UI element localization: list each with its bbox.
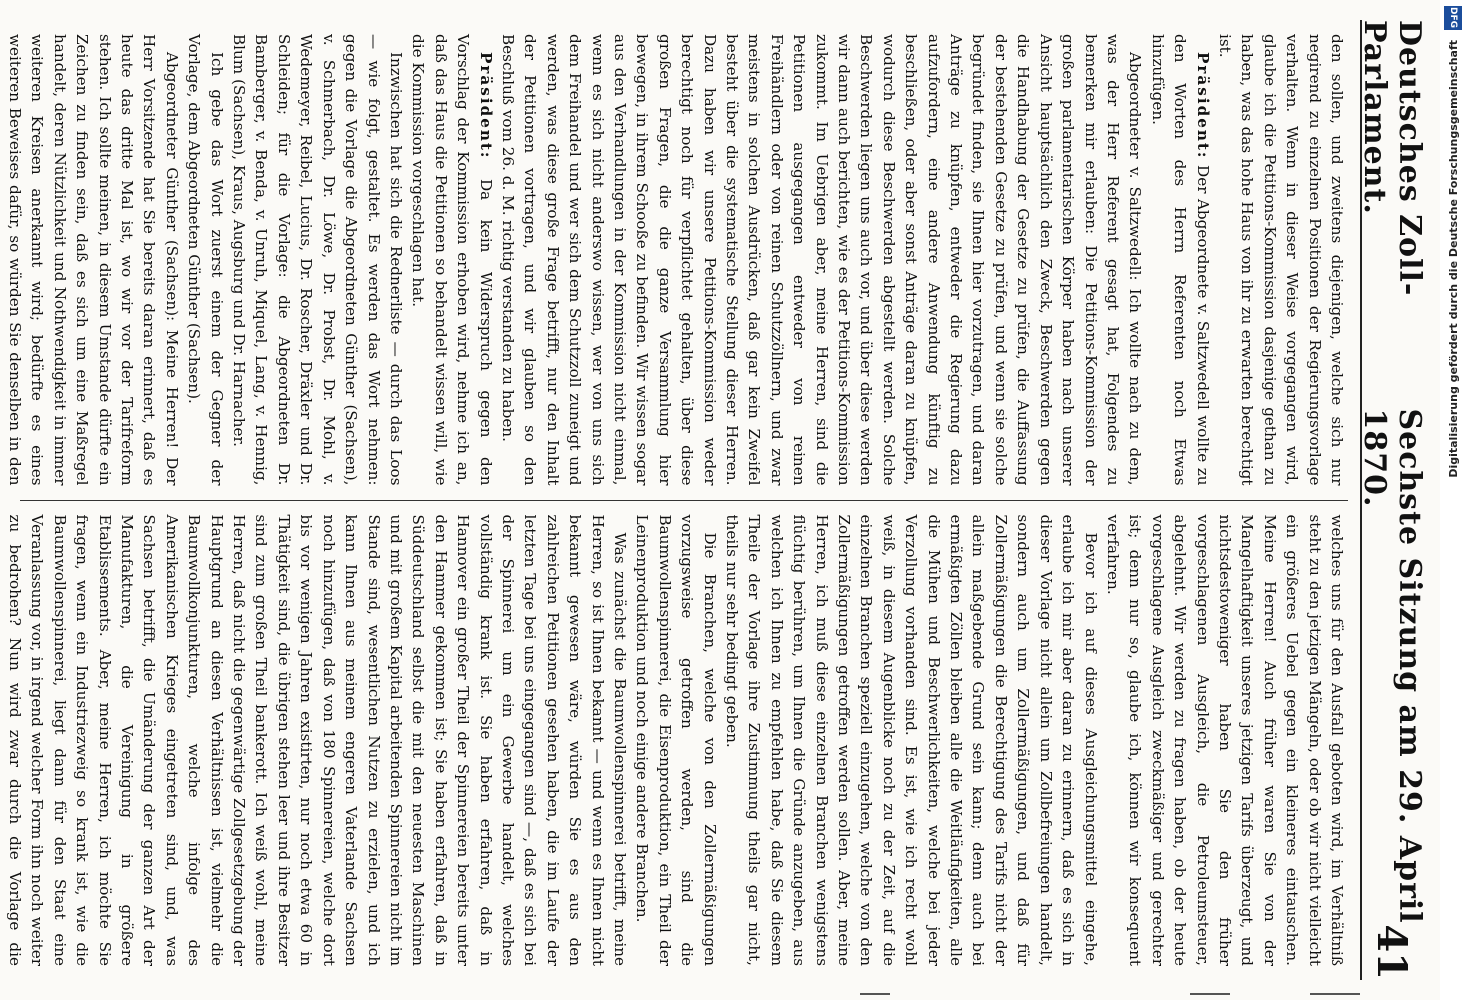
paragraph: Ich gebe das Wort zuerst einem der Gegner der Vorlage, dem Abgeordneten Günther (Sachsen). [185,34,226,486]
paragraph: Bevor ich auf dieses Ausgleichungsmittel eingehe, erlaube ich mir aber daran zu erinnern, daß es sich in dieser Vorlage nicht allein um Zollbefreiungen handelt, sondern auch um Zollermäßigungen, und daß für Zollermäßigungen die Berechtigung des Tarifs nicht der allein maßgebende Grund sein kann; denn auch bei ermäßigten Zöllen bleiben alle die Weitläufigkeiten, alle die Mühen und Beschwerlichkeiten, welche bei jeder Verzollung vorhanden sind. Es ist, wie ich recht wohl weiß, in diesem Augenblicke noch zu der Zeit, auf die einzelnen Branchen speziell einzugehen, welche von den Zollermäßigungen getroffen werden sollen. Aber, meine Herren, ich muß diese einzelnen Branchen wenigstens flüchtig berühren, um Ihnen die Gründe anzugeben, aus welchen ich Ihnen zu empfehlen habe, daß Sie diesem Theile der Vorlage ihre Zustimmung theils gar nicht, theils nur sehr bedingt geben. [723,514,1100,966]
page-number: 41 [1368,924,1416,980]
paragraph: den sollen, und zweitens diejenigen, welche sich nur negirend zu einzelnen Positionen der Regierungsvorlage verhalten. Wenn in dieser Weise vorgegangen wird, glaube ich die Petitions-Kommission dasjenige gethan zu haben, was das hohe Haus von ihr zu erwarten berechtigt ist. [1215,34,1346,486]
paragraph: Was zunächst die Baumwollenspinnerei betrifft, meine Herren, so ist Ihnen bekannt — und wenn es Ihnen nicht bekannt gewesen wäre, würden Sie es aus den zahlreichen Petitionen gesehen haben, die im Laufe der letzten Tage bei uns eingegangen sind —, daß es sich bei der Spinnerei um ein Gewerbe handelt, welches vollständig krank ist. Sie haben erfahren, daß in Hannover ein großer Theil der Spinnereien bereits unter den Hammer gekommen ist; Sie haben erfahren, daß in Süddeutschland selbst die mit den neuesten Maschinen und mit großem Kapital arbeitenden Spinnereien nicht im Stande sind, wesentlichen Nutzen zu erzielen, und ich kann Ihnen aus meinem engeren Vaterlande Sachsen noch hinzufügen, daß von 180 Spinnereien, welche dort bis vor wenigen Jahren existirten, nur noch etwa 60 in Thätigkeit sind, die übrigen stehen leer und ihre Besitzer sind zum großen Theil bankerott. Ich weiß wohl, meine Herren, daß nicht die gegenwärtige Zollgesetzgebung der Hauptgrund an diesen Verhältnissen ist, vielmehr die Baumwollkonjunkturen, welche infolge des Amerikanischen Krieges eingetreten sind, und, was Sachsen betrifft, die Umänderung der ganzen Art der Manufakturen, die Vereinigung in größere Etablissements. Aber, meine Herren, ich möchte Sie fragen, wenn ein Industriezweig so krank ist, wie die Baumwollenspinnerei, liegt dann für den Staat eine Veranlassung vor, in irgend welcher Form ihn noch weiter zu bedrohen? Nun wird zwar durch die Vorlage die [6,514,629,966]
text-column-left [6,20,1348,500]
paragraph [407,34,497,486]
header-session-title: Sechste Sitzung am 29. April 1870. [1357,408,1427,924]
digitization-strip [1440,0,1466,1000]
digitization-note: Digitalisierung gefördert durch die Deutsche Forschungsgemeinschaft [1447,40,1460,478]
speaker-label: Präsident: [1193,52,1212,160]
dfg-logo: DFG [1444,6,1462,30]
speech-text: Da kein Widerspruch gegen den Vorschlag der Kommission erhoben wird, nehme ich an, daß das Haus die Petitionen so behandelt wissen will, wie die Kommission vorgeschlagen hat. [409,34,495,486]
paragraph: welches uns für den Ausfall geboten wird, im Verhältniß steht zu den jetzigen Mängeln, oder ob wir nicht vielleicht ein größeres Uebel gegen ein kleineres eintauschen. Meine Herren! Auch früher waren Sie von der Mangelhaftigkeit unseres jetzigen Tarifs überzeugt, und nichtsdestoweniger haben Sie den früher vorgeschlagenen Ausgleich, die Petroleumsteuer, abgelehnt. Wir werden zu fragen haben, ob der heute vorgeschlagene Ausgleich zweckmäßiger und gerechter ist; denn nur so, glaube ich, können wir konsequent verfahren. [1103,514,1346,966]
paragraph [1146,34,1213,486]
text-column-right [6,500,1348,981]
speech-text: Der Abgeordnete v. Saltzwedell wollte zu den Worten des Herrn Referenten noch Etwas hinzufügen. [1148,34,1212,486]
paragraph: Inzwischen hat sich die Rednerliste — durch das Loos — wie folgt, gestaltet. Es werden das Wort nehmen: gegen die Vorlage die Abgeordneten Günther (Sachsen), v. Schmerbach, Dr. Löwe, Dr. Probst, Dr. Mohl, v. Wedemeyer, Reibel, Lucius, Dr. Roscher, Dräxler und Dr. Schleiden; für die Vorlage: die Abgeordneten Dr. Bamberger, v. Benda, v. Unruh, Miquel, Lang, v. Hennig, Blum (Sachsen), Kraus, Augsburg und Dr. Harnacher. [230,34,405,486]
paragraph: Abgeordneter Günther (Sachsen): Meine Herren! Der Herr Vorsitzende hat Sie bereits daran erinnert, daß es heute das dritte Mal ist, wo wir vor der Tarifreform stehen. Ich sollte meinen, in diesem Umstande dürfte ein Zeichen zu finden sein, daß es sich um eine Maßregel handelt, deren Nützlichkeit und Nothwendigkeit in immer weiteren Kreisen anerkannt wird; bedürfte es eines weiteren Beweises dafür, so würden Sie denselben in den [6,34,181,486]
header-left-title: Deutsches Zoll-Parlament. [1357,20,1427,297]
speaker-label: Präsident: [476,52,495,160]
scan-edge-marks [860,993,1420,997]
text-columns [6,20,1348,980]
page-header [1357,20,1427,980]
paragraph: Abgeordneter v. Saltzwedell: Ich wollte nach zu dem, was der Herr Referent gesagt hat, Folgendes zu bemerken mir erlauben: Die Petitions-Kommission der großen parlamentarischen Körper haben nach unserer Ansicht hauptsächlich den Zweck, Beschwerden gegen die Handhabung der Gesetze zu prüfen, die Auffassung der bestehenden Gesetze zu prüfen, und wenn sie solche begründet finden, sie Ihnen hier vorzutragen, und daran Anträge zu knüpfen, entweder die Regierung dazu aufzufordern, eine andere Anwendung künftig zu beschließen, oder aber sonst Anträge daran zu knüpfen, wodurch diese Beschwerden abgestellt werden. Solche Beschwerden liegen uns auch vor, und über diese werden wir dann auch berichten, wie es der Petitions-Kommission zukommt. Im Uebrigen aber, meine Herren, sind die Petitionen ausgegangen entweder von reinen Freihändlern oder von reinen Schutzzöllnern, und zwar meistens in solchen Ausdrücken, daß gar kein Zweifel besteht über die systematische Stellung dieser Herren. Dazu haben wir unsere Petitions-Kommission weder berechtigt noch für verpflichtet gehalten, über diese großen Fragen, die die ganze Versammlung hier bewegen, in ihrem Schooße zu befinden. Wir wissen sogar aus den Verhandlungen in der Kommission nicht einmal, wenn es sich nicht anderswo wissen, wer von uns sich dem Freihandel und wer sich dem Schutzzoll zuneigt und werden, was diese große Frage betrifft, nur den Inhalt der Petitionen vortragen, und wir glauben so den Beschluß vom 26. d. M. richtig verstanden zu haben. [498,34,1145,486]
paragraph: Die Branchen, welche von den Zollermäßigungen vorzugsweise getroffen werden, sind die Baumwollenspinnerei, die Eisenproduktion, ein Theil der Leinenproduktion und noch einige andere Branchen. [633,514,719,966]
